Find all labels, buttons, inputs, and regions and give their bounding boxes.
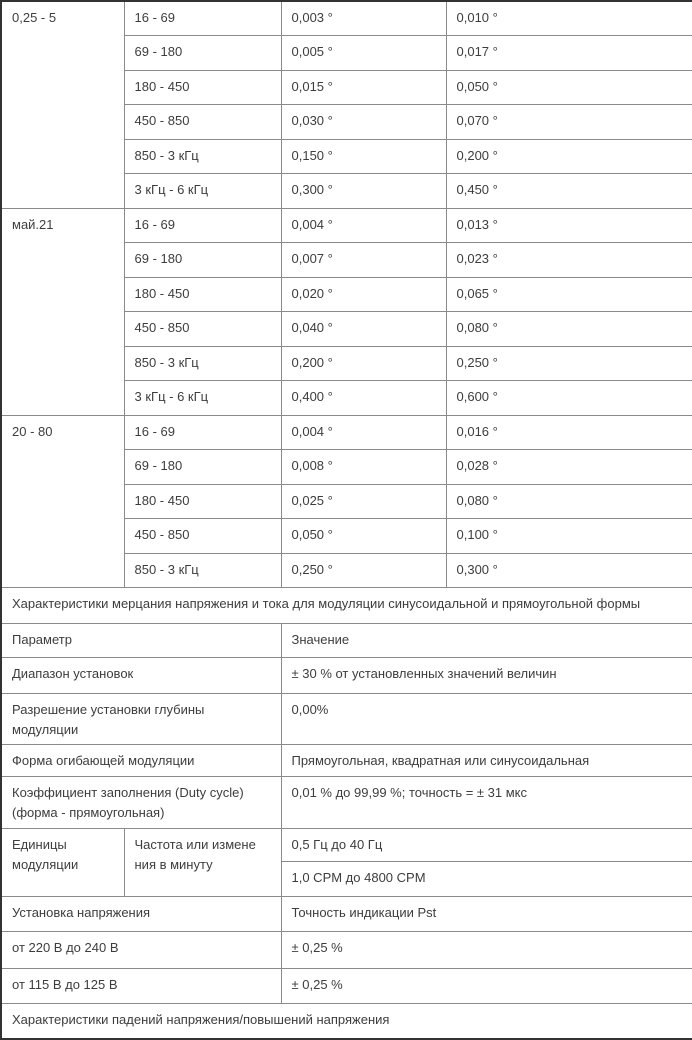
param-cell: от 115 В до 125 В	[1, 969, 281, 1004]
value-cell: Прямоугольная, квадратная или синусоидальная	[281, 745, 692, 777]
units-value-cell: 1,0 CPM до 4800 CPM	[281, 862, 692, 897]
accuracy-cell-b: 0,017 °	[446, 36, 692, 71]
accuracy-cell-b: 0,010 °	[446, 1, 692, 36]
accuracy-cell-b: 0,080 °	[446, 312, 692, 347]
accuracy-cell-b: 0,065 °	[446, 277, 692, 312]
table-row	[1, 588, 692, 624]
accuracy-cell-b: 0,100 °	[446, 519, 692, 554]
accuracy-cell-a: 0,050 °	[281, 519, 446, 554]
value-cell: ± 30 % от установленных значений величин	[281, 658, 692, 694]
accuracy-cell-a: 0,400 °	[281, 381, 446, 416]
accuracy-cell-b: 0,300 °	[446, 553, 692, 588]
accuracy-cell-a: 0,003 °	[281, 1, 446, 36]
param-cell: Коэффициент заполнения (Duty cycle) (форма - прямоугольная)	[1, 777, 281, 829]
value-cell: Значение	[281, 624, 692, 658]
table-row	[1, 415, 692, 450]
modulation-freq-cell: 450 - 850	[124, 105, 281, 140]
param-cell: Установка напряжения	[1, 897, 281, 932]
units-label-cell: Единицы модуляции	[1, 829, 124, 897]
accuracy-cell-b: 0,023 °	[446, 243, 692, 278]
modulation-freq-cell: 16 - 69	[124, 415, 281, 450]
table-row	[1, 745, 692, 777]
accuracy-cell-a: 0,150 °	[281, 139, 446, 174]
accuracy-cell-a: 0,030 °	[281, 105, 446, 140]
accuracy-cell-a: 0,004 °	[281, 208, 446, 243]
table-row	[1, 624, 692, 658]
modulation-freq-cell: 180 - 450	[124, 484, 281, 519]
modulation-freq-cell: 3 кГц - 6 кГц	[124, 174, 281, 209]
modulation-freq-cell: 850 - 3 кГц	[124, 346, 281, 381]
accuracy-cell-b: 0,450 °	[446, 174, 692, 209]
table-row	[1, 829, 692, 862]
accuracy-cell-a: 0,020 °	[281, 277, 446, 312]
table-row	[1, 1004, 692, 1039]
table-row	[1, 1, 692, 36]
param-cell: Форма огибающей модуляции	[1, 745, 281, 777]
param-cell: Разрешение установки глубины модуляции	[1, 694, 281, 745]
accuracy-cell-b: 0,600 °	[446, 381, 692, 416]
units-mode-cell: Частота или измене ния в минуту	[124, 829, 281, 897]
table-row	[1, 932, 692, 969]
param-cell: Диапазон установок	[1, 658, 281, 694]
modulation-freq-cell: 69 - 180	[124, 243, 281, 278]
table-row	[1, 658, 692, 694]
section-title-cell: Характеристики падений напряжения/повышений напряжения	[1, 1004, 692, 1039]
modulation-freq-cell: 69 - 180	[124, 36, 281, 71]
accuracy-cell-b: 0,080 °	[446, 484, 692, 519]
value-cell: ± 0,25 %	[281, 932, 692, 969]
section-title-cell: Характеристики мерцания напряжения и тока для модуляции синусоидальной и прямоугольной формы	[1, 588, 692, 624]
units-value-cell: 0,5 Гц до 40 Гц	[281, 829, 692, 862]
modulation-freq-cell: 3 кГц - 6 кГц	[124, 381, 281, 416]
table-row	[1, 897, 692, 932]
modulation-freq-cell: 180 - 450	[124, 277, 281, 312]
accuracy-cell-a: 0,040 °	[281, 312, 446, 347]
value-cell: 0,01 % до 99,99 %; точность = ± 31 мкс	[281, 777, 692, 829]
value-cell: 0,00%	[281, 694, 692, 745]
modulation-freq-cell: 180 - 450	[124, 70, 281, 105]
table-row	[1, 208, 692, 243]
carrier-range-cell: 20 - 80	[1, 415, 124, 588]
accuracy-cell-a: 0,025 °	[281, 484, 446, 519]
param-cell: Параметр	[1, 624, 281, 658]
accuracy-cell-b: 0,013 °	[446, 208, 692, 243]
accuracy-cell-b: 0,028 °	[446, 450, 692, 485]
accuracy-cell-a: 0,200 °	[281, 346, 446, 381]
modulation-freq-cell: 450 - 850	[124, 519, 281, 554]
table-row	[1, 777, 692, 829]
accuracy-cell-b: 0,070 °	[446, 105, 692, 140]
param-cell: от 220 В до 240 В	[1, 932, 281, 969]
modulation-freq-cell: 16 - 69	[124, 1, 281, 36]
modulation-freq-cell: 16 - 69	[124, 208, 281, 243]
value-cell: ± 0,25 %	[281, 969, 692, 1004]
accuracy-cell-a: 0,250 °	[281, 553, 446, 588]
accuracy-cell-b: 0,250 °	[446, 346, 692, 381]
modulation-freq-cell: 450 - 850	[124, 312, 281, 347]
accuracy-cell-b: 0,016 °	[446, 415, 692, 450]
modulation-freq-cell: 850 - 3 кГц	[124, 553, 281, 588]
modulation-freq-cell: 69 - 180	[124, 450, 281, 485]
accuracy-cell-a: 0,015 °	[281, 70, 446, 105]
carrier-range-cell: 0,25 - 5	[1, 1, 124, 208]
modulation-freq-cell: 850 - 3 кГц	[124, 139, 281, 174]
accuracy-cell-a: 0,004 °	[281, 415, 446, 450]
accuracy-cell-a: 0,300 °	[281, 174, 446, 209]
table-row	[1, 694, 692, 745]
accuracy-cell-b: 0,200 °	[446, 139, 692, 174]
value-cell: Точность индикации Pst	[281, 897, 692, 932]
accuracy-cell-a: 0,007 °	[281, 243, 446, 278]
accuracy-cell-b: 0,050 °	[446, 70, 692, 105]
table-row	[1, 969, 692, 1004]
accuracy-cell-a: 0,005 °	[281, 36, 446, 71]
accuracy-cell-a: 0,008 °	[281, 450, 446, 485]
carrier-range-cell: май.21	[1, 208, 124, 415]
